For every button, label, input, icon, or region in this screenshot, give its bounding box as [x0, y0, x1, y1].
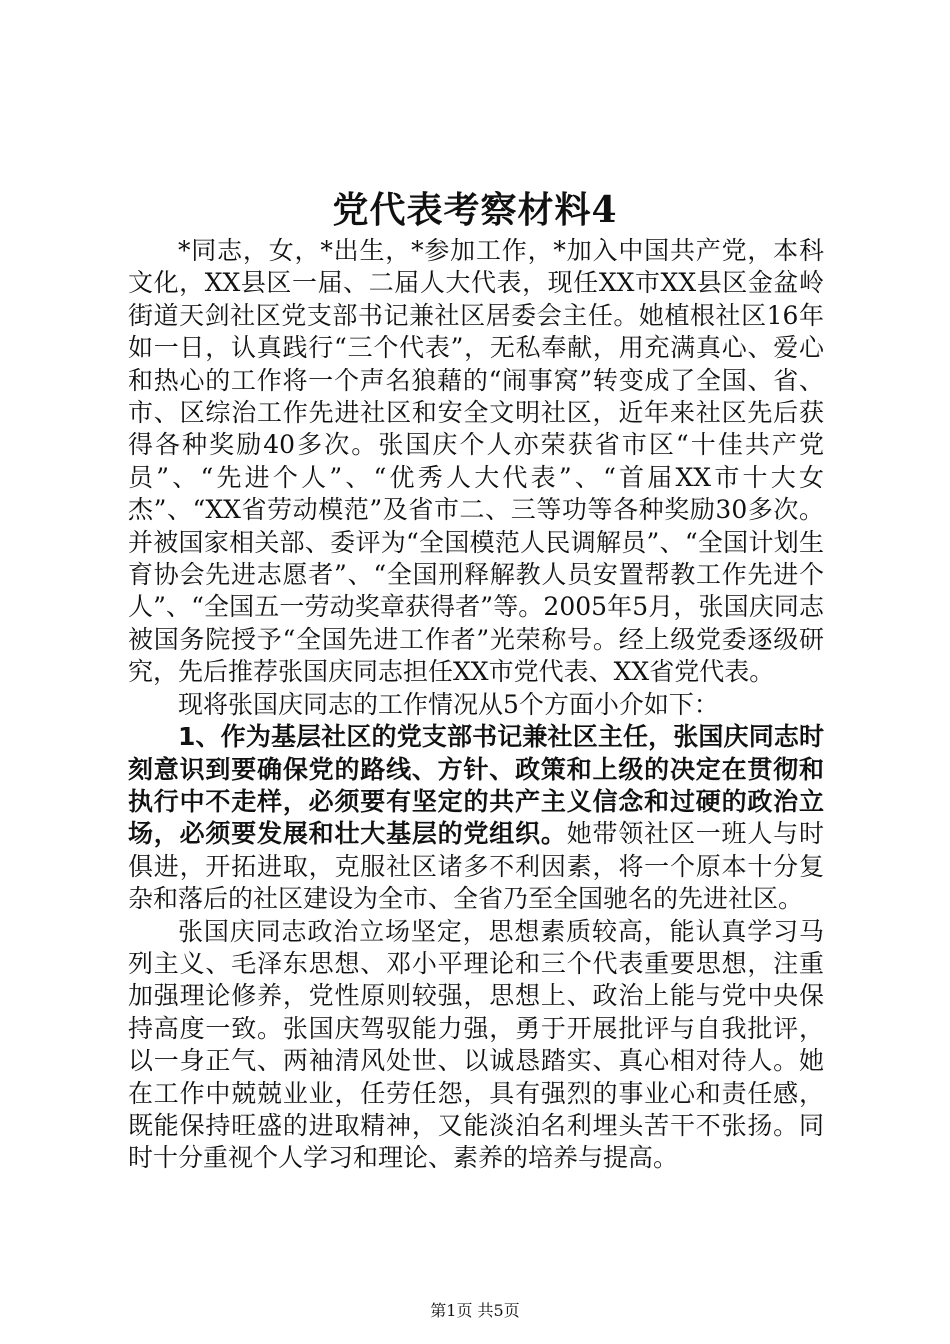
section-1-heading: 1、作为基层社区的党支部书记兼社区主任，张国庆同志时刻意识到要确保党的路线、方针、政策和上级的决定在贯彻和执行中不走样，必须要有坚定的共产主义信念和过硬的政治立场，必须要发展和壮大基层的党组织。 — [128, 722, 824, 849]
paragraph-political: 张国庆同志政治立场坚定，思想素质较高，能认真学习马列主义、毛泽东思想、邓小平理论和三个代表重要思想，注重加强理论修养，党性原则较强，思想上、政治上能与党中央保持高度一致。张国庆驾驭能力强，勇于开展批评与自我批评，以一身正气、两袖清风处世、以诚恳踏实、真心相对待人。她在工作中兢兢业业，任劳任怨，具有强烈的事业心和责任感，既能保持旺盛的进取精神，又能淡泊名利埋头苦干不张扬。同时十分重视个人学习和理论、素养的培养与提高。 — [128, 916, 824, 1173]
page-footer: 第1页 共5页 — [430, 1301, 520, 1320]
document-title: 党代表考察材料4 — [332, 189, 618, 231]
document-body — [128, 235, 824, 1175]
paragraph-section-1 — [128, 721, 824, 915]
paragraph-overview: 现将张国庆同志的工作情况从5个方面小介如下： — [178, 689, 719, 719]
section-1-text: 她带领社区一班人与时俱进，开拓进取，克服社区诸多不利因素，将一个原本十分复杂和落后的社区建设为全市、全省乃至全国驰名的先进社区。 — [128, 819, 824, 914]
paragraph-intro: *同志，女，*出生，*参加工作，*加入中国共产党，本科文化，XX县区一届、二届人大代表，现任XX市XX县区金盆岭街道天剑社区党支部书记兼社区居委会主任。她植根社区16年如一日，认真践行“三个代表”，无私奉献，用充满真心、爱心和热心的工作将一个声名狼藉的“闹事窝”转变成了全国、省、市、区综治工作先进社区和安全文明社区，近年来社区先后获得各种奖励40多次。张国庆个人亦荣获省市区“十佳共产党员”、“先进个人”、“优秀人大代表”、“首届XX市十大女杰”、“XX省劳动模范”及省市二、三等功等各种奖励30多次。并被国家相关部、委评为“全国模范人民调解员”、“全国计划生育协会先进志愿者”、“全国刑释解教人员安置帮教工作先进个人”、“全国五一劳动奖章获得者”等。2005年5月，张国庆同志被国务院授予“全国先进工作者”光荣称号。经上级党委逐级研究，先后推荐张国庆同志担任XX市党代表、XX省党代表。 — [128, 236, 824, 687]
